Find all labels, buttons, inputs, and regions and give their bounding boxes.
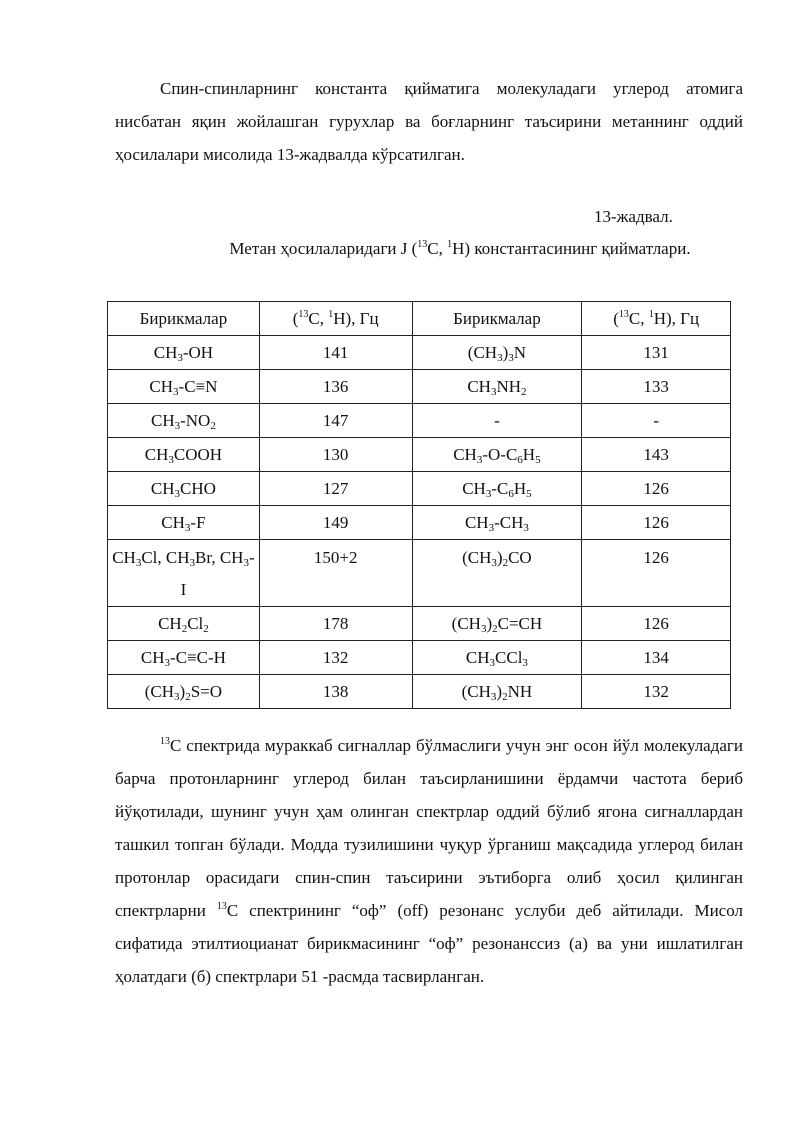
coupling-value-cell: 126 [582, 540, 731, 607]
coupling-value-cell: 136 [259, 370, 412, 404]
compound-cell: $CH_3COOH$ [108, 438, 260, 472]
compound-cell: $CH_2Cl_2$ [108, 607, 260, 641]
intro-paragraph-text: Спин-спинларнинг константа қийматига молекуладаги углерод атомига нисбатан яқин жойлашган гурухлар ва боғларнинг таъсирини метаннинг оддий ҳосилалари мисолида 13-жадвалда кўрсатилган. [115, 79, 743, 164]
coupling-value-cell: 178 [259, 607, 412, 641]
header-compounds: Бирикмалар [108, 302, 260, 336]
coupling-value-cell: 143 [582, 438, 731, 472]
compound-cell: $CH_3-OH$ [108, 336, 260, 370]
coupling-value-cell: 149 [259, 506, 412, 540]
coupling-value-cell: 147 [259, 404, 412, 438]
spectra-paragraph: $^{13}$C спектрида мураккаб сигналлар бўлмаслиги учун энг осон йўл молекуладаги барча протонларнинг углерод билан таъсирланишини ёрдамчи частота бериб йўқотилади, шунинг учун ҳам олинган спектрлар оддий бўлиб ягона сигналлардан ташкил топган бўлади. Модда тузилишини чуқур ўрганиш мақсадида углерод билан протонлар орасидаги спин-спин таъсирини эътиборга олиб ҳосил қилинган спектрларни $^{13}$C спектрининг “оф” (off) резонанс услуби деб айтилади. Мисол сифатида этилтиоцианат бирикмасининг “оф” резонанссиз (а) ва уни ишлатилган ҳолатдаги (б) спектрлари 51 -расмда тасвирланган. [115, 736, 743, 986]
compound-cell: $CH_3-C_6H_5$ [412, 472, 582, 506]
coupling-value-cell: 126 [582, 472, 731, 506]
coupling-value-cell: 150+2 [259, 540, 412, 607]
coupling-value-cell: 132 [259, 641, 412, 675]
table-row [108, 472, 731, 506]
coupling-value-cell: 130 [259, 438, 412, 472]
compound-cell: $CH_3-NO_2$ [108, 404, 260, 438]
coupling-value-cell: 133 [582, 370, 731, 404]
coupling-value-cell: 141 [259, 336, 412, 370]
table-row [108, 370, 731, 404]
compound-cell: $CH_3-C\equiv N$ [108, 370, 260, 404]
compound-cell: $CH_3Cl$, $CH_3Br$, $CH_3-I$ [108, 540, 260, 607]
compound-cell: $CH_3-CH_3$ [412, 506, 582, 540]
table-row [108, 641, 731, 675]
table-row [108, 607, 731, 641]
coupling-value-cell: - [582, 404, 731, 438]
header-compounds: Бирикмалар [412, 302, 582, 336]
compound-cell: $(CH_3)_3N$ [412, 336, 582, 370]
coupling-value-cell: 138 [259, 675, 412, 709]
table-row [108, 438, 731, 472]
compound-cell: $CH_3CHO$ [108, 472, 260, 506]
table-row [108, 336, 731, 370]
compound-cell: $CH_3-O-C_6H_5$ [412, 438, 582, 472]
table-title: Метан ҳосилаларидаги J ($^{13}$C, $^1$H) константасининг қийматлари. [229, 239, 691, 258]
isotope-superscript: 13 [216, 901, 227, 912]
isotope-superscript: 13 [160, 736, 170, 747]
compound-cell: $CH_3NH_2$ [412, 370, 582, 404]
compound-cell: $CH_3CCl_3$ [412, 641, 582, 675]
compound-cell: $(CH_3)_2C=CH$ [412, 607, 582, 641]
coupling-value-cell: 126 [582, 506, 731, 540]
compound-cell: $(CH_3)_2CO$ [412, 540, 582, 607]
table-row [108, 404, 731, 438]
coupling-value-cell: 127 [259, 472, 412, 506]
coupling-value-cell: 131 [582, 336, 731, 370]
header-coupling-hz: ($^{13}$C, $^1$H), Гц [259, 302, 412, 336]
coupling-value-cell: 132 [582, 675, 731, 709]
header-coupling-hz: ($^{13}$C, $^1$H), Гц [582, 302, 731, 336]
table-header-row [108, 302, 731, 336]
table-body [108, 302, 731, 709]
compound-cell: $CH_3-C\equiv C-H$ [108, 641, 260, 675]
table-row [108, 540, 731, 607]
coupling-value-cell: 134 [582, 641, 731, 675]
compound-cell: $(CH_3)_2NH$ [412, 675, 582, 709]
compound-cell: $(CH_3)_2S=O$ [108, 675, 260, 709]
table-row [108, 675, 731, 709]
coupling-constants-table [107, 301, 731, 709]
coupling-value-cell: 126 [582, 607, 731, 641]
compound-cell: - [412, 404, 582, 438]
compound-cell: $CH_3-F$ [108, 506, 260, 540]
table-row [108, 506, 731, 540]
table-number: 13-жадвал. [594, 207, 673, 226]
intro-paragraph [115, 72, 743, 171]
